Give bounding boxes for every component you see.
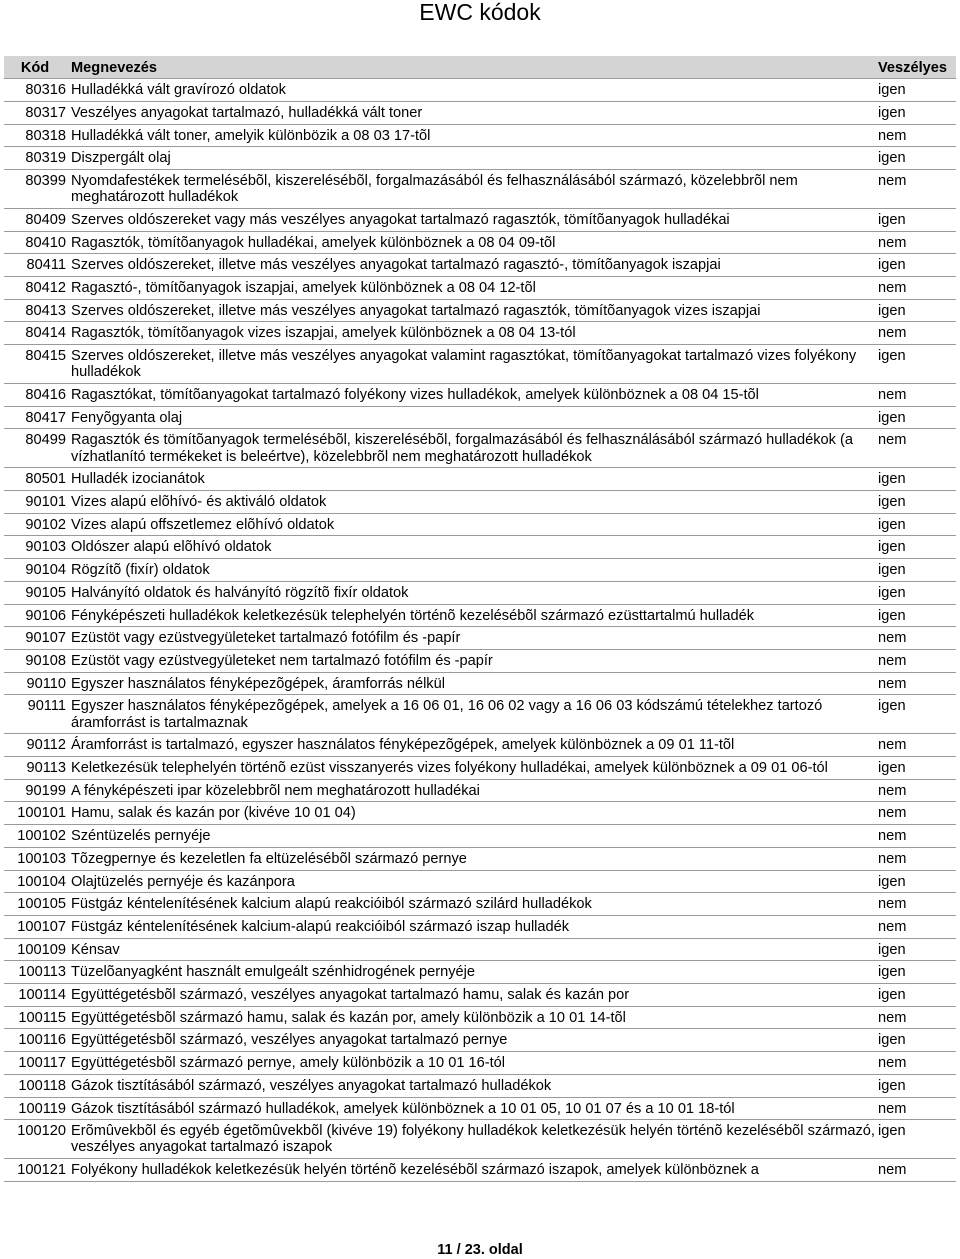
row-name: Ezüstöt vagy ezüstvegyületeket nem tartalmazó fotófilm és -papír (71, 652, 493, 669)
row-hazardous: nem (878, 896, 907, 913)
row-name: Ragasztók, tömítõanyagok hulladékai, amelyek különböznek a 08 04 09-tõl (71, 234, 556, 251)
row-code: 90104 (25, 562, 66, 579)
row-name: Füstgáz kéntelenítésének kalcium alapú reakcióiból származó szilárd hulladékok (71, 896, 592, 913)
row-code: 80416 (25, 387, 66, 404)
row-name: Egyszer használatos fényképezõgépek, amelyek a 16 06 01, 16 06 02 vagy a 16 06 03 kódszámú tételekhez tartozó áramforrást is tartalmaznak (71, 698, 823, 731)
table-row (4, 695, 956, 734)
row-code: 80417 (25, 409, 66, 426)
row-code: 90108 (25, 652, 66, 669)
table-row (4, 627, 956, 650)
table-row (4, 125, 956, 148)
row-hazardous: igen (878, 409, 906, 426)
row-name: Ezüstöt vagy ezüstvegyületeket tartalmazó fotófilm és -papír (71, 630, 461, 647)
table-row (4, 79, 956, 102)
row-name: Gázok tisztításából származó hulladékok, amelyek különböznek a 10 01 05, 10 01 07 és a 10 01 18-tól (71, 1100, 735, 1117)
row-hazardous: igen (878, 1032, 906, 1049)
table-row (4, 147, 956, 170)
row-name: Együttégetésbõl származó pernye, amely különbözik a 10 01 16-tól (71, 1055, 506, 1072)
row-name: Vizes alapú elõhívó- és aktiváló oldatok (71, 494, 327, 511)
row-hazardous: nem (878, 782, 907, 799)
row-hazardous: igen (878, 211, 906, 228)
row-code: 90111 (27, 698, 66, 715)
table-row (4, 734, 956, 757)
row-hazardous: igen (878, 607, 906, 624)
row-name: Olajtüzelés pernyéje és kazánpora (71, 873, 295, 890)
table-row (4, 322, 956, 345)
row-hazardous: igen (878, 82, 906, 99)
row-hazardous: igen (878, 873, 906, 890)
row-code: 100109 (17, 941, 66, 958)
row-hazardous: nem (878, 805, 907, 822)
table-row (4, 825, 956, 848)
row-hazardous: igen (878, 698, 906, 715)
table-row (4, 345, 956, 384)
row-hazardous: nem (878, 1055, 907, 1072)
row-code: 100104 (17, 873, 66, 890)
row-name: Hamu, salak és kazán por (kivéve 10 01 04) (71, 805, 356, 822)
row-code: 90106 (25, 607, 66, 624)
header-code: Kód (20, 60, 50, 76)
row-hazardous: igen (878, 964, 906, 981)
row-name: Oldószer alapú elõhívó oldatok (71, 539, 272, 556)
table-row (4, 961, 956, 984)
table-row (4, 1159, 956, 1182)
row-hazardous: nem (878, 675, 907, 692)
row-hazardous: nem (878, 1100, 907, 1117)
table-row (4, 559, 956, 582)
table-row (4, 1120, 956, 1159)
row-code: 100115 (18, 1009, 66, 1026)
row-name: Egyszer használatos fényképezõgépek, áramforrás nélkül (71, 675, 445, 692)
row-name: Hulladékká vált gravírozó oldatok (71, 82, 286, 99)
row-name: Hulladék izocianátok (71, 471, 205, 488)
row-code: 80501 (25, 471, 66, 488)
row-hazardous: igen (878, 584, 906, 601)
row-code: 80415 (25, 348, 66, 365)
row-hazardous: igen (878, 987, 906, 1004)
row-code: 100103 (17, 850, 66, 867)
row-code: 100114 (18, 987, 66, 1004)
row-code: 80316 (25, 82, 66, 99)
row-name: Fenyõgyanta olaj (71, 409, 183, 426)
row-code: 100120 (17, 1123, 66, 1140)
table-row (4, 605, 956, 628)
row-hazardous: igen (878, 941, 906, 958)
row-name: Kénsav (71, 941, 120, 958)
header-hazardous: Veszélyes (878, 60, 947, 76)
table-row (4, 984, 956, 1007)
row-name: Halványító oldatok és halványító rögzítõ fixír oldatok (71, 584, 409, 601)
row-hazardous: igen (878, 1077, 906, 1094)
row-code: 80318 (25, 127, 66, 144)
row-code: 80317 (25, 104, 66, 121)
table-row (4, 254, 956, 277)
row-code: 100118 (18, 1077, 66, 1094)
row-code: 80499 (25, 432, 66, 449)
row-hazardous: igen (878, 302, 906, 319)
row-name: Keletkezésük telephelyén történõ ezüst visszanyerés vizes folyékony hulladékai, amelyek különböznek a 09 01 06-tól (71, 760, 828, 776)
row-code: 90110 (26, 675, 66, 692)
row-name: Széntüzelés pernyéje (71, 828, 211, 845)
table-row (4, 582, 956, 605)
table-row (4, 384, 956, 407)
row-name: Együttégetésbõl származó, veszélyes anyagokat tartalmazó pernye (71, 1032, 508, 1049)
row-hazardous: igen (878, 1123, 906, 1140)
row-hazardous: nem (878, 828, 907, 845)
row-name: Rögzítõ (fixír) oldatok (71, 562, 210, 579)
header-name: Megnevezés (71, 60, 157, 76)
table-row (4, 916, 956, 939)
row-name: Ragasztók, tömítõanyagok vizes iszapjai, amelyek különböznek a 08 04 13-tól (71, 325, 576, 342)
row-hazardous: nem (878, 127, 907, 144)
row-code: 100101 (17, 805, 66, 822)
row-name: Erõmûvekbõl és egyéb égetõmûvekbõl (kivéve 19) folyékony hulladékok keletkezésük helyén történõ kezelésébõl származó, veszélyes anyagokat tartalmazó iszapok (71, 1123, 875, 1156)
table-row (4, 673, 956, 696)
row-name: Hulladékká vált toner, amelyik különbözik a 08 03 17-tõl (71, 127, 431, 144)
row-code: 80413 (25, 302, 66, 319)
row-code: 90112 (26, 737, 66, 754)
row-code: 100121 (17, 1162, 66, 1179)
table-row (4, 802, 956, 825)
row-hazardous: igen (878, 539, 906, 556)
row-name: Veszélyes anyagokat tartalmazó, hulladékká vált toner (71, 104, 423, 121)
table-row (4, 468, 956, 491)
row-name: A fényképészeti ipar közelebbrõl nem meghatározott hulladékai (71, 782, 480, 799)
row-hazardous: nem (878, 918, 907, 935)
row-name: Vizes alapú offszetlemez elõhívó oldatok (71, 516, 335, 533)
row-hazardous: nem (878, 387, 907, 404)
row-hazardous: nem (878, 1162, 907, 1179)
row-hazardous: igen (878, 562, 906, 579)
row-hazardous: nem (878, 280, 907, 297)
row-name: Diszpergált olaj (71, 150, 171, 167)
row-hazardous: nem (878, 850, 907, 867)
page-number: 11 / 23. oldal (437, 1242, 523, 1258)
table-row (4, 848, 956, 871)
row-code: 80319 (25, 150, 66, 167)
row-hazardous: nem (878, 1009, 907, 1026)
row-name: Gázok tisztításából származó, veszélyes anyagokat tartalmazó hulladékok (71, 1077, 552, 1094)
table-body (4, 79, 956, 1182)
row-code: 90199 (25, 782, 66, 799)
table-row (4, 893, 956, 916)
row-hazardous: igen (878, 494, 906, 511)
row-code: 80399 (25, 173, 66, 190)
row-name: Ragasztókat, tömítõanyagokat tartalmazó folyékony vizes hulladékok, amelyek különböznek a 08 04 15-tõl (71, 387, 759, 404)
row-code: 80414 (25, 325, 66, 342)
table-row (4, 757, 956, 780)
row-name: Szerves oldószereket vagy más veszélyes anyagokat tartalmazó ragasztók, tömítõanyagok hulladékai (71, 211, 730, 228)
row-code: 100102 (17, 828, 66, 845)
ewc-table (4, 56, 956, 1182)
row-code: 90101 (25, 494, 66, 511)
row-name: Nyomdafestékek termelésébõl, kiszerelésébõl, forgalmazásából és felhasználásából származó, közelebbrõl nem meghatározott hulladékok (71, 173, 798, 206)
row-name: Ragasztók és tömítõanyagok termelésébõl, kiszerelésébõl, forgalmazásából és felhasználásából származó hulladékok (a vízhatlanító termékeket is beleértve), közelebbrõl nem meghatározott hulladékok (71, 432, 853, 465)
table-row (4, 780, 956, 803)
row-name: Szerves oldószereket, illetve más veszélyes anyagokat tartalmazó ragasztók, tömítõanyagok vizes iszapjai (71, 302, 761, 319)
table-row (4, 650, 956, 673)
row-name: Folyékony hulladékok keletkezésük helyén történõ kezelésébõl származó iszapok, amelyek különböznek a (71, 1162, 759, 1179)
table-row (4, 1098, 956, 1121)
row-name: Füstgáz kéntelenítésének kalcium-alapú reakcióiból származó iszap hulladék (71, 918, 570, 935)
row-code: 100107 (17, 918, 66, 935)
table-header-row (4, 56, 956, 79)
table-row (4, 300, 956, 323)
table-row (4, 407, 956, 430)
row-hazardous: nem (878, 173, 907, 190)
table-row (4, 232, 956, 255)
row-name: Fényképészeti hulladékok keletkezésük telephelyén történõ kezelésébõl származó ezüsttartalmú hulladék (71, 607, 755, 624)
row-code: 100113 (18, 964, 66, 981)
row-hazardous: igen (878, 257, 906, 274)
row-hazardous: igen (878, 348, 906, 365)
row-code: 90107 (25, 630, 66, 647)
row-hazardous: nem (878, 652, 907, 669)
row-name: Együttégetésbõl származó, veszélyes anyagokat tartalmazó hamu, salak és kazán por (71, 987, 630, 1004)
row-hazardous: nem (878, 630, 907, 647)
row-code: 100116 (18, 1032, 66, 1049)
row-code: 90105 (25, 584, 66, 601)
table-row (4, 1029, 956, 1052)
page-title: EWC kódok (419, 0, 541, 25)
table-row (4, 1007, 956, 1030)
table-row (4, 429, 956, 468)
row-hazardous: nem (878, 737, 907, 754)
table-row (4, 1075, 956, 1098)
row-code: 90113 (26, 760, 66, 776)
row-name: Tüzelõanyagként használt emulgeált szénhidrogének pernyéje (71, 964, 476, 981)
table-row (4, 939, 956, 962)
table-row (4, 871, 956, 894)
row-code: 80410 (25, 234, 66, 251)
row-name: Szerves oldószereket, illetve más veszélyes anyagokat tartalmazó ragasztó-, tömítõanyagok iszapjai (71, 257, 721, 274)
table-row (4, 170, 956, 209)
table-row (4, 209, 956, 232)
row-code: 100105 (17, 896, 66, 913)
table-row (4, 102, 956, 125)
row-code: 90103 (25, 539, 66, 556)
row-hazardous: igen (878, 150, 906, 167)
table-row (4, 491, 956, 514)
row-code: 80411 (26, 257, 66, 274)
row-name: Együttégetésbõl származó hamu, salak és kazán por, amely különbözik a 10 01 14-tõl (71, 1009, 626, 1026)
row-code: 80412 (25, 280, 66, 297)
row-code: 100119 (18, 1100, 66, 1117)
row-hazardous: igen (878, 471, 906, 488)
row-hazardous: igen (878, 516, 906, 533)
row-hazardous: igen (878, 104, 906, 121)
row-hazardous: nem (878, 325, 907, 342)
row-code: 90102 (25, 516, 66, 533)
table-row (4, 536, 956, 559)
table-row (4, 1052, 956, 1075)
row-name: Tõzegpernye és kezeletlen fa eltüzelésébõl származó pernye (71, 850, 467, 867)
row-code: 100117 (18, 1055, 66, 1072)
row-name: Szerves oldószereket, illetve más veszélyes anyagokat valamint ragasztókat, tömítõanyagokat tartalmazó vizes folyékony hulladékok (71, 348, 857, 381)
row-hazardous: igen (878, 760, 906, 776)
table-row (4, 514, 956, 537)
row-code: 80409 (25, 211, 66, 228)
row-name: Áramforrást is tartalmazó, egyszer használatos fényképezõgépek, amelyek különböznek a 09 01 11-tõl (71, 737, 735, 754)
table-row (4, 277, 956, 300)
row-hazardous: nem (878, 432, 907, 449)
row-hazardous: nem (878, 234, 907, 251)
row-name: Ragasztó-, tömítõanyagok iszapjai, amelyek különböznek a 08 04 12-tõl (71, 280, 536, 297)
